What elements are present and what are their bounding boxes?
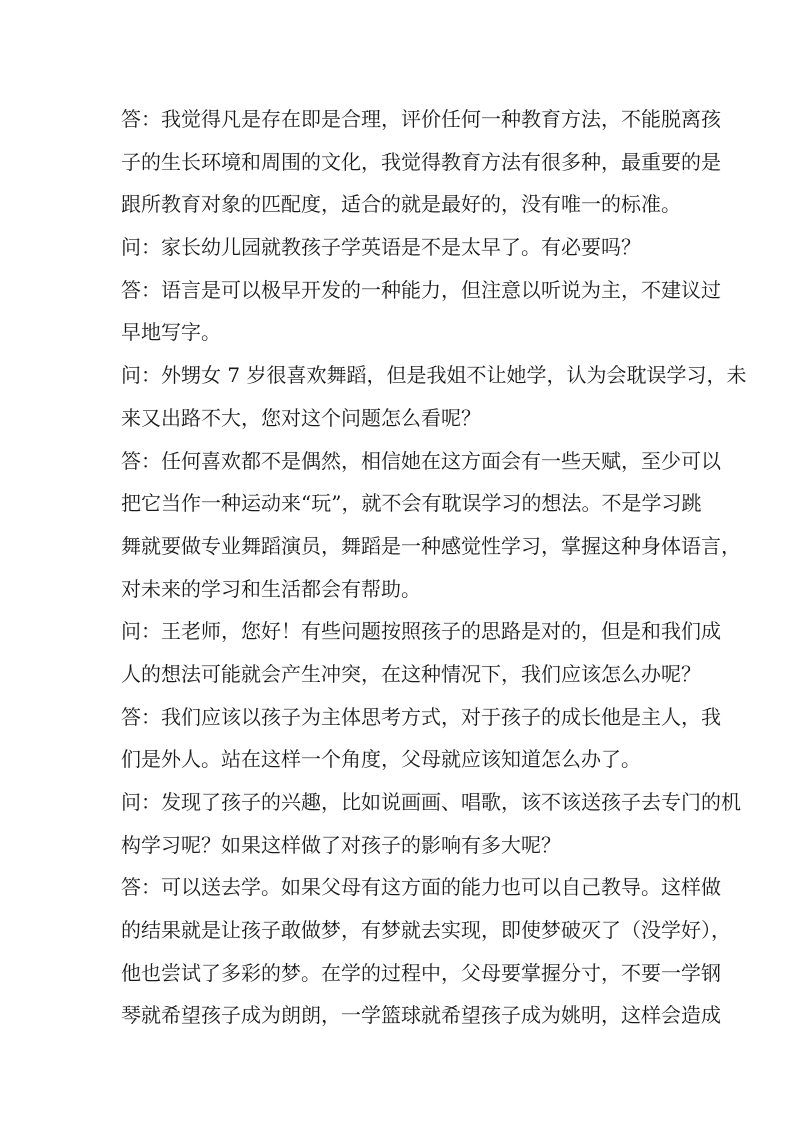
text-line: 构学习呢？如果这样做了对孩子的影响有多大呢？ [121, 832, 561, 857]
text-line: 答：任何喜欢都不是偶然，相信她在这方面会有一些天赋，至少可以 [121, 448, 721, 473]
text-line: 早地写字。 [121, 320, 221, 345]
text-line: 问：发现了孩子的兴趣，比如说画画、唱歌，该不该送孩子去专门的机 [121, 790, 741, 814]
text-line: 答：我觉得凡是存在即是合理，评价任何一种教育方法，不能脱离孩 [121, 107, 721, 131]
text-line: 的结果就是让孩子敢做梦，有梦就去实现，即使梦破灭了（没学好）， [121, 918, 731, 943]
text-line: 对未来的学习和生活都会有帮助。 [121, 576, 421, 601]
text-line: 人的想法可能就会产生冲突，在这种情况下，我们应该怎么办呢？ [121, 661, 701, 686]
text-line: 把它当作一种运动来“玩”，就不会有耽误学习的想法。不是学习跳 [121, 491, 702, 516]
text-line: 问：外甥女 7 岁很喜欢舞蹈，但是我姐不让她学，认为会耽误学习，未 [121, 363, 747, 388]
text-line: 答：可以送去学。如果父母有这方面的能力也可以自己教导。这样做 [121, 875, 721, 900]
text-line: 答：我们应该以孩子为主体思考方式，对于孩子的成长他是主人，我 [121, 704, 721, 729]
text-line: 答：语言是可以极早开发的一种能力，但注意以听说为主，不建议过 [121, 277, 721, 302]
document-body [121, 98, 747, 1037]
text-line: 跟所教育对象的匹配度，适合的就是最好的，没有唯一的标准。 [121, 192, 681, 217]
text-line: 子的生长环境和周围的文化，我觉得教育方法有很多种，最重要的是 [121, 149, 721, 174]
text-line: 问：王老师，您好！有些问题按照孩子的思路是对的，但是和我们成 [121, 619, 721, 644]
text-line: 他也尝试了多彩的梦。在学的过程中，父母要掌握分寸，不要一学钢 [121, 960, 721, 985]
text-line: 们是外人。站在这样一个角度，父母就应该知道怎么办了。 [121, 747, 641, 772]
text-line: 问：家长幼儿园就教孩子学英语是不是太早了。有必要吗？ [121, 235, 641, 260]
text-line: 舞就要做专业舞蹈演员，舞蹈是一种感觉性学习，掌握这种身体语言， [121, 533, 741, 558]
text-line: 来又出路不大，您对这个问题怎么看呢？ [121, 405, 481, 430]
text-line: 琴就希望孩子成为朗朗，一学篮球就希望孩子成为姚明，这样会造成 [121, 1003, 721, 1028]
